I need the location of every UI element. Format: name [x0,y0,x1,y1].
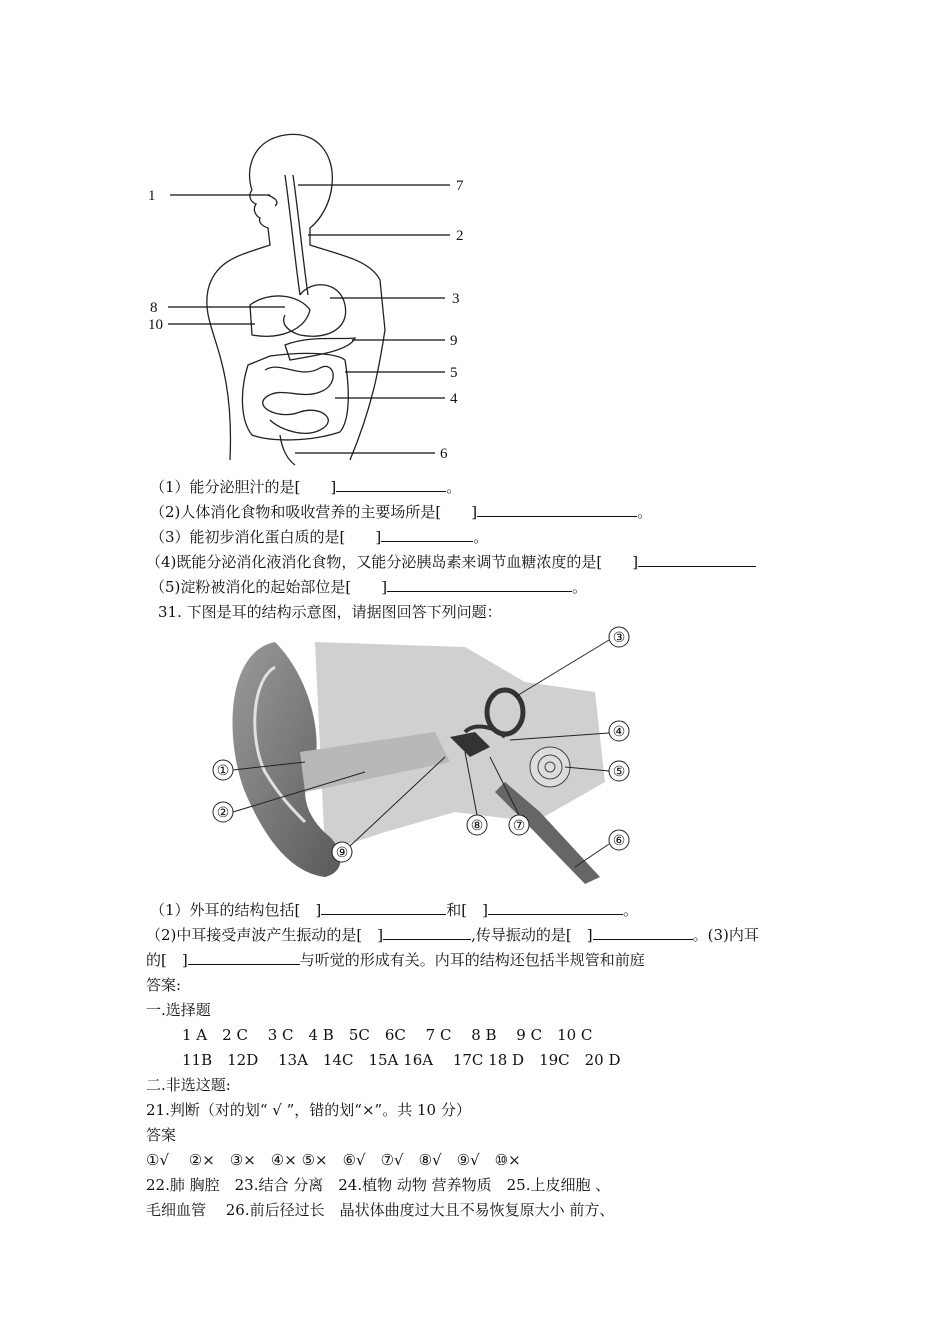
ear-label-5: ⑤ [612,765,626,780]
answers-line-22: 22.肺 胸腔 23.结合 分离 24.植物 动物 营养物质 25.上皮细胞 、 [146,1176,611,1194]
ear-label-9: ⑨ [335,846,349,861]
digestive-label-8: 8 [150,300,158,316]
digestive-system-figure [140,130,480,470]
ear-question-1: （1）外耳的结构包括[ ] 和[ ] 。 [150,901,638,919]
digestive-label-10: 10 [148,317,163,333]
answer-blank[interactable] [383,925,471,940]
digestive-label-1: 1 [148,188,156,204]
digestive-label-2: 2 [456,228,464,244]
answer-blank[interactable] [336,477,446,492]
digestive-question-5: （5)淀粉被消化的起始部位是[ ] 。 [150,578,588,596]
digestive-question-4: （4)既能分泌消化液消化食物，又能分泌胰岛素来调节血糖浓度的是[ ] [146,551,756,572]
answers-line-26: 毛细血管 26.前后径过长 晶状体曲度过大且不易恢复原大小 前方、 [146,1201,615,1219]
answers-row-1: 1 A 2 C 3 C 4 B 5C 6C 7 C 8 B 9 C 10 C [182,1026,593,1044]
answer-blank[interactable] [638,552,756,567]
answer-blank[interactable] [381,527,473,542]
answer-blank[interactable] [387,577,572,592]
answers-label: 答案 [146,1126,177,1144]
answer-blank[interactable] [488,900,623,915]
ear-question-2: （2)中耳接受声波产生振动的是[ ] ,传导振动的是[ ] 。(3)内耳 [146,926,759,944]
ear-label-7: ⑦ [512,819,526,834]
answers-section-1: 一.选择题 [146,1001,211,1019]
ear-label-8: ⑧ [470,819,484,834]
digestive-label-9: 9 [450,333,458,349]
answers-judgement: ①√ ②× ③× ④× ⑤× ⑥√ ⑦√ ⑧√ ⑨√ ⑩× [146,1151,521,1169]
question-31-intro: 31. 下图是耳的结构示意图，请据图回答下列问题： [158,603,502,621]
answers-heading: 答案: [146,976,182,994]
digestive-question-1: （1）能分泌胆汁的是[ ] 。 [150,478,462,496]
digestive-question-3: （3）能初步消化蛋白质的是[ ] 。 [150,528,489,546]
ear-label-6: ⑥ [612,834,626,849]
ear-structure-figure [205,622,645,892]
answer-blank[interactable] [477,502,637,517]
digestive-label-4: 4 [450,391,458,407]
digestive-label-7: 7 [456,178,464,194]
body-outline-left [207,190,270,460]
ear-label-1: ① [216,764,230,779]
digestive-label-3: 3 [452,291,460,307]
answer-blank[interactable] [188,950,300,965]
ear-label-3: ③ [612,631,626,646]
answers-row-2: 11B 12D 13A 14C 15A 16A 17C 18 D 19C 20 D [182,1051,621,1069]
digestive-label-5: 5 [450,365,458,381]
answers-q21: 21.判断（对的划“ √ ”，错的划“×”。共 10 分） [146,1101,471,1119]
answer-blank[interactable] [593,925,693,940]
digestive-label-6: 6 [440,446,448,462]
ear-label-2: ② [216,806,230,821]
ear-question-3: 的[ ] 与听觉的形成有关。内耳的结构还包括半规管和前庭 [146,951,645,969]
ear-label-4: ④ [612,725,626,740]
answers-section-2: 二.非选这题: [146,1076,231,1094]
digestive-question-2: （2)人体消化食物和吸收营养的主要场所是[ ] 。 [150,503,653,521]
answer-blank[interactable] [321,900,446,915]
